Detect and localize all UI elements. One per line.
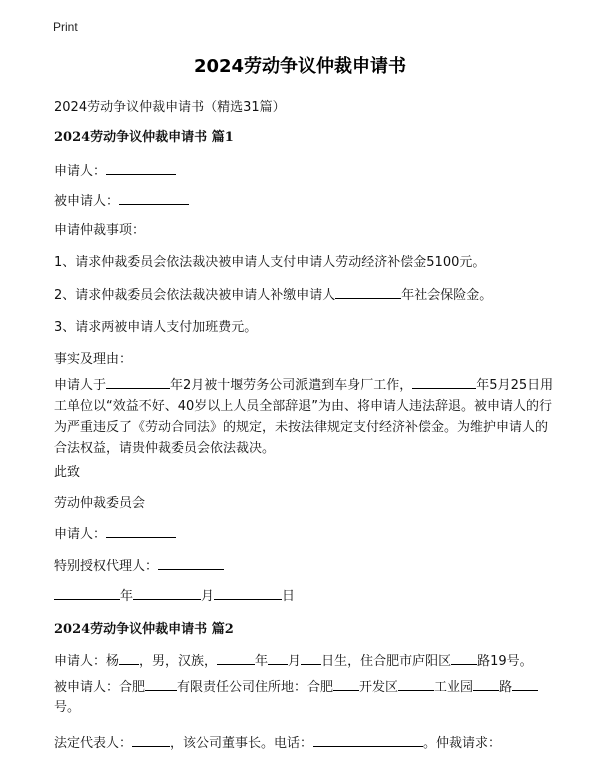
- s2-respondent-c: 开发区: [359, 680, 399, 695]
- s2-applicant-line: [54, 650, 533, 669]
- s2-legal-rep-line: [54, 732, 501, 751]
- facts-label: 事实及理由：: [54, 352, 133, 367]
- blank-field: [512, 678, 538, 691]
- blank-field: [119, 652, 139, 665]
- s2-legal-a: 法定代表人：: [54, 736, 133, 751]
- date-month-label: 月: [201, 589, 215, 604]
- blank-field: [217, 652, 255, 665]
- applicant-sign-label: 申请人：: [54, 527, 107, 542]
- facts-text-b: 年2月被十堰劳务公司派遣到车身厂工作，: [170, 378, 413, 393]
- blank-field: [106, 162, 176, 175]
- blank-field: [268, 652, 288, 665]
- s2-respondent-d: 工业园: [434, 680, 474, 695]
- blank-field: [214, 587, 282, 600]
- date-day-label: 日: [282, 589, 296, 604]
- matters-label: 申请仲裁事项：: [54, 223, 146, 238]
- blank-field: [412, 376, 476, 389]
- applicant-line: [54, 160, 176, 179]
- facts-paragraph: [54, 375, 554, 459]
- claim-item-2-text-b: 年社会保险金。: [401, 288, 493, 303]
- blank-field: [313, 734, 423, 747]
- s2-respondent-e: 路: [499, 680, 513, 695]
- s2-respondent-paragraph: [54, 678, 554, 718]
- s2-legal-b: ，该公司董事长。电话：: [170, 736, 314, 751]
- s2-applicant-a: 申请人：杨: [54, 654, 120, 669]
- blank-field: [54, 587, 120, 600]
- facts-text-c: 年5月25日用工单位以“效益不好、40岁以上人员全部辞退”为由、将申请人违法辞退。被申请人的行为严重违反了《劳动合同法》的规定，未按法律规定支付经济补偿金。为维护申请人的合法权益，请贵仲裁委员会依法裁决。: [54, 378, 554, 456]
- document-subtitle: 2024劳动争议仲裁申请书（精选31篇）: [54, 100, 286, 115]
- section2-heading: 2024劳动争议仲裁申请书 篇2: [54, 622, 234, 637]
- applicant-sign-line: [54, 523, 176, 542]
- applicant-label: 申请人：: [54, 164, 107, 179]
- date-year-label: 年: [120, 589, 134, 604]
- claim-item-2-text-a: 2、请求仲裁委员会依法裁决被申请人补缴申请人: [54, 288, 336, 303]
- blank-field: [158, 557, 224, 570]
- blank-field: [398, 678, 434, 691]
- blank-field: [301, 652, 321, 665]
- s2-legal-c: 。仲裁请求：: [423, 736, 502, 751]
- s2-applicant-e: 日生，住合肥市庐阳区: [321, 654, 452, 669]
- claim-item-2: [54, 284, 492, 303]
- agent-label: 特别授权代理人：: [54, 559, 159, 574]
- blank-field: [119, 192, 189, 205]
- s2-respondent-f: 号。: [54, 700, 81, 715]
- committee-name: 劳动仲裁委员会: [54, 496, 146, 511]
- respondent-label: 被申请人：: [54, 194, 120, 209]
- blank-field: [133, 587, 201, 600]
- s2-applicant-d: 月: [288, 654, 302, 669]
- s2-respondent-a: 被申请人：合肥: [54, 680, 146, 695]
- blank-field: [106, 376, 170, 389]
- s2-applicant-b: ，男，汉族，: [139, 654, 218, 669]
- blank-field: [132, 734, 170, 747]
- s2-applicant-c: 年: [255, 654, 269, 669]
- blank-field: [473, 678, 499, 691]
- claim-item-3: 3、请求两被申请人支付加班费元。: [54, 320, 258, 335]
- s2-applicant-f: 路19号。: [477, 654, 533, 669]
- respondent-line: [54, 190, 189, 209]
- blank-field: [106, 525, 176, 538]
- section1-heading: 2024劳动争议仲裁申请书 篇1: [54, 130, 234, 145]
- salutation: 此致: [54, 465, 81, 480]
- blank-field: [333, 678, 359, 691]
- facts-text-a: 申请人于: [54, 378, 107, 393]
- print-link[interactable]: Print: [53, 20, 78, 34]
- blank-field: [451, 652, 477, 665]
- agent-line: [54, 555, 224, 574]
- s2-respondent-b: 有限责任公司住所地：合肥: [177, 680, 334, 695]
- blank-field: [335, 286, 401, 299]
- date-line: [54, 585, 295, 604]
- blank-field: [145, 678, 177, 691]
- claim-item-1: 1、请求仲裁委员会依法裁决被申请人支付申请人劳动经济补偿金5100元。: [54, 255, 486, 270]
- document-title: 2024劳动争议仲裁申请书: [193, 56, 407, 77]
